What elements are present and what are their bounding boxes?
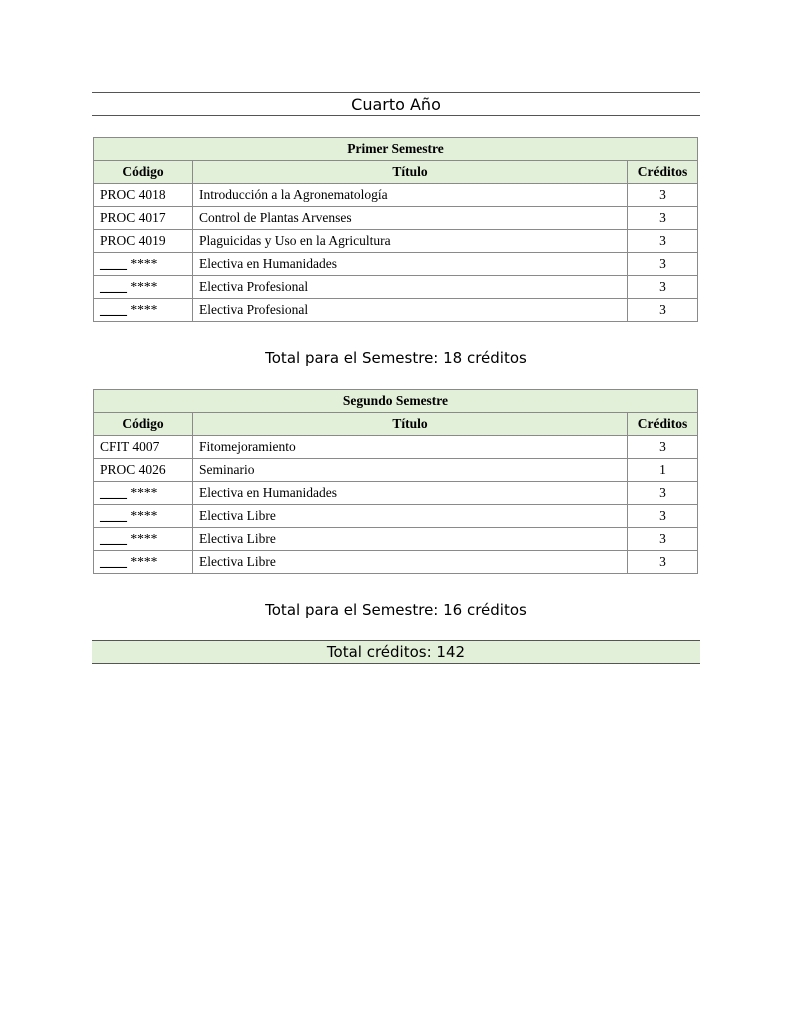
course-code: ____ ****: [94, 482, 193, 505]
course-credits: 3: [628, 551, 698, 574]
table-row: [94, 299, 698, 322]
course-title: Electiva Libre: [193, 505, 628, 528]
semester-total-2: Total para el Semestre: 16 créditos: [265, 601, 527, 619]
course-credits: 1: [628, 459, 698, 482]
course-code: PROC 4018: [94, 184, 193, 207]
course-code: ____ ****: [94, 299, 193, 322]
header-title: Título: [193, 161, 628, 184]
course-title: Electiva Libre: [193, 551, 628, 574]
course-credits: 3: [628, 505, 698, 528]
course-credits: 3: [628, 253, 698, 276]
course-title: Electiva en Humanidades: [193, 253, 628, 276]
header-title: Título: [193, 413, 628, 436]
course-code: PROC 4017: [94, 207, 193, 230]
course-code: ____ ****: [94, 505, 193, 528]
course-credits: 3: [628, 207, 698, 230]
table-row: [94, 207, 698, 230]
table-row: [94, 230, 698, 253]
header-credits: Créditos: [628, 161, 698, 184]
course-title: Plaguicidas y Uso en la Agricultura: [193, 230, 628, 253]
table-row: [94, 276, 698, 299]
course-credits: 3: [628, 184, 698, 207]
table-row: [94, 459, 698, 482]
table-row: [94, 184, 698, 207]
course-title: Electiva en Humanidades: [193, 482, 628, 505]
grand-total: Total créditos: 142: [92, 640, 700, 664]
semester-title: Segundo Semestre: [94, 390, 698, 413]
course-code: ____ ****: [94, 253, 193, 276]
course-code: PROC 4026: [94, 459, 193, 482]
course-credits: 3: [628, 436, 698, 459]
table-row: [94, 436, 698, 459]
course-code: ____ ****: [94, 276, 193, 299]
table-row: [94, 505, 698, 528]
course-credits: 3: [628, 528, 698, 551]
semester-table-2: [93, 389, 698, 574]
header-code: Código: [94, 161, 193, 184]
semester-table-1: [93, 137, 698, 322]
course-code: PROC 4019: [94, 230, 193, 253]
table-row: [94, 528, 698, 551]
header-code: Código: [94, 413, 193, 436]
course-code: CFIT 4007: [94, 436, 193, 459]
header-credits: Créditos: [628, 413, 698, 436]
course-title: Electiva Profesional: [193, 299, 628, 322]
course-title: Electiva Libre: [193, 528, 628, 551]
course-title: Introducción a la Agronematología: [193, 184, 628, 207]
course-title: Control de Plantas Arvenses: [193, 207, 628, 230]
course-title: Seminario: [193, 459, 628, 482]
year-title: Cuarto Año: [92, 92, 700, 116]
course-title: Fitomejoramiento: [193, 436, 628, 459]
course-credits: 3: [628, 276, 698, 299]
course-title: Electiva Profesional: [193, 276, 628, 299]
course-code: ____ ****: [94, 551, 193, 574]
table-row: [94, 482, 698, 505]
course-credits: 3: [628, 482, 698, 505]
course-credits: 3: [628, 230, 698, 253]
semester-title: Primer Semestre: [94, 138, 698, 161]
course-code: ____ ****: [94, 528, 193, 551]
table-row: [94, 551, 698, 574]
course-credits: 3: [628, 299, 698, 322]
semester-total-1: Total para el Semestre: 18 créditos: [265, 349, 527, 367]
table-row: [94, 253, 698, 276]
